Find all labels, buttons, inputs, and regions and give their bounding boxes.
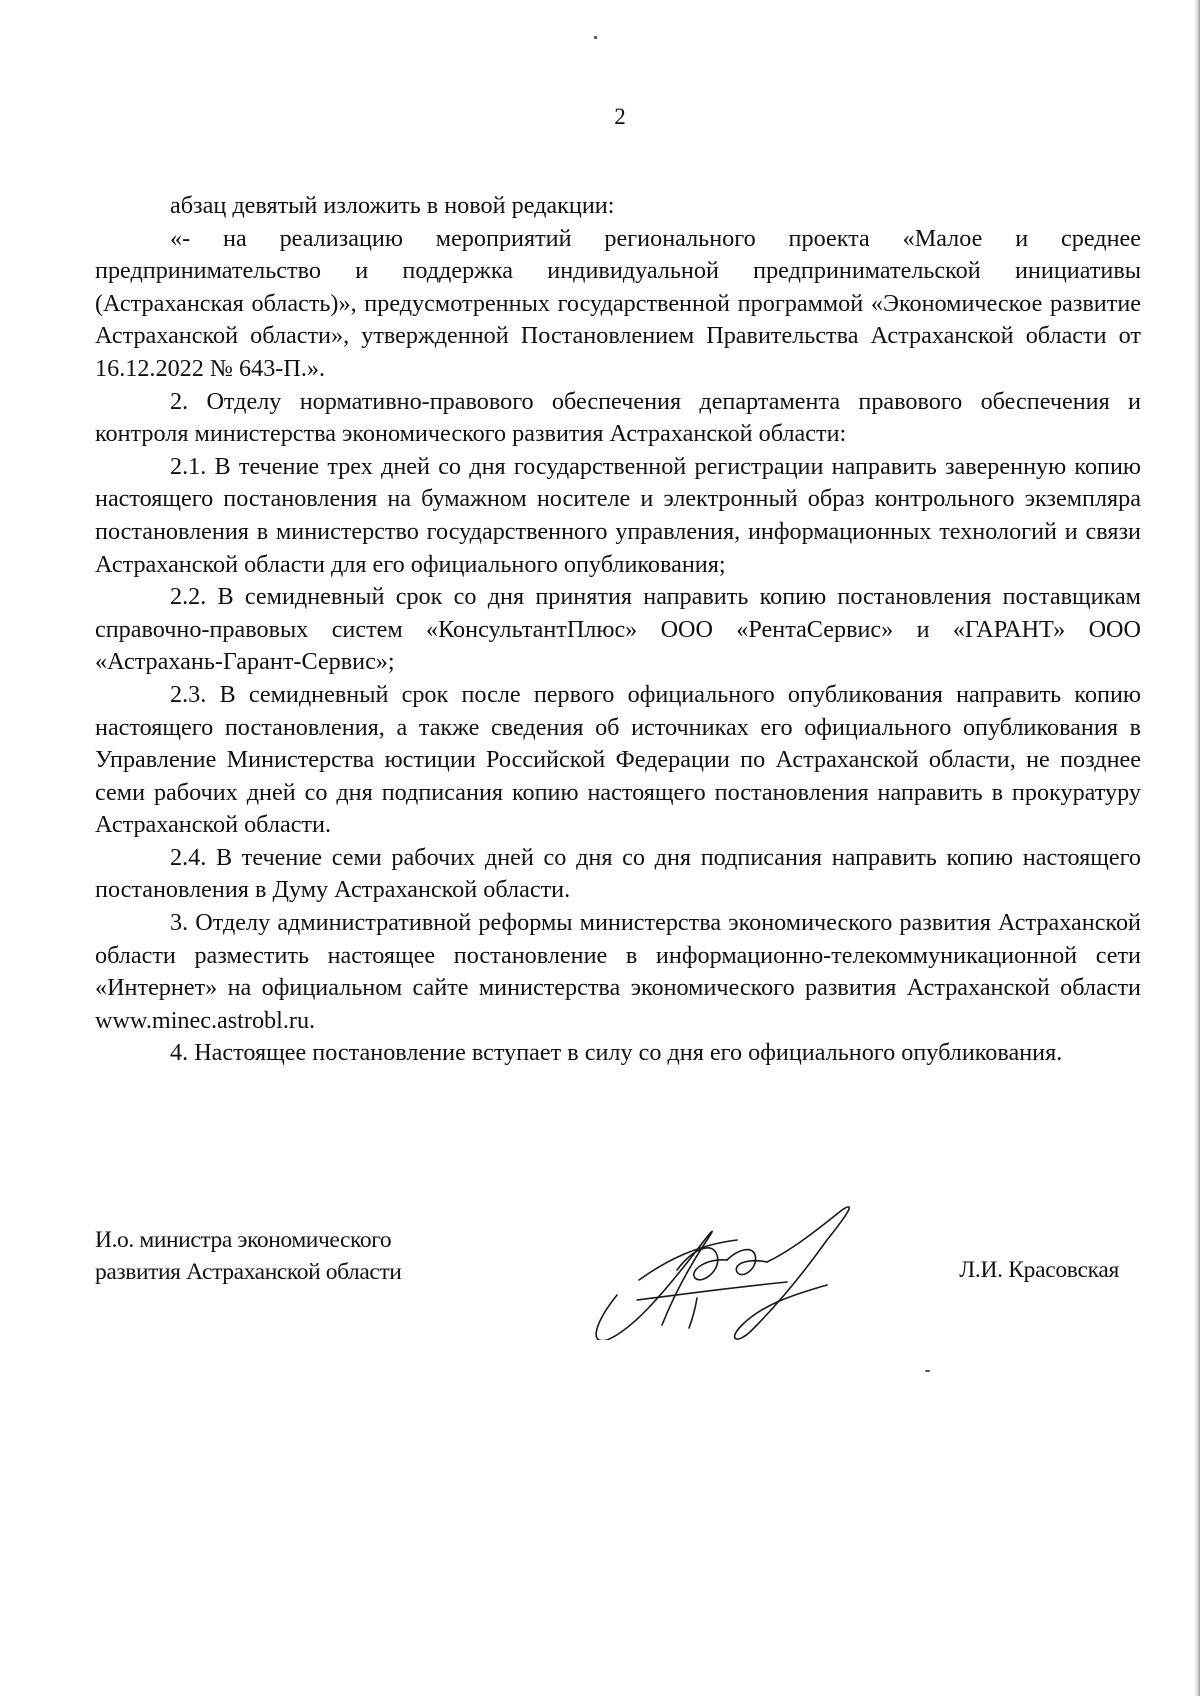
- paragraph-2-2: 2.2. В семидневный срок со дня принятия направить копию постановления поставщикам справочно-правовых систем «КонсультантПлюс» ООО «РентаСервис» и «ГАРАНТ» ООО «Астрахань-Гарант-Сервис»;: [95, 583, 1141, 676]
- paragraph-3: 3. Отделу административной реформы министерства экономического развития Астраханской области разместить настоящее постановление в информационно-телекоммуникационной сети «Интернет» на официальном сайте министерства экономического развития Астраханской области www.minec.astrobl.ru.: [95, 909, 1141, 1034]
- signatory-title-line-2: развития Астраханской области: [95, 1259, 402, 1285]
- paragraph-4: 4. Настоящее постановление вступает в силу со дня его официального опубликования.: [170, 1039, 1063, 1067]
- scan-speck: [925, 1370, 930, 1372]
- signatory-title: [95, 1224, 401, 1288]
- paragraph-2-4: 2.4. В течение семи рабочих дней со дня со дня подписания направить копию настоящего постановления в Думу Астраханской области.: [95, 843, 1141, 904]
- signatory-name: Л.И. Красовская: [959, 1257, 1119, 1283]
- signature-block: [95, 1224, 1141, 1354]
- scan-speck: [594, 36, 597, 39]
- paragraph-2-1: 2.1. В течение трех дней со дня государственной регистрации направить заверенную копию настоящего постановления на бумажном носителе и электронный образ контрольного экземпляра постановления в министерство государственного управления, информационных технологий и связи Астраханской области для его официального опубликования;: [95, 452, 1141, 578]
- handwritten-signature: [577, 1200, 977, 1340]
- paragraph-intro: абзац девятый изложить в новой редакции:: [170, 192, 615, 219]
- paragraph-2: 2. Отделу нормативно-правового обеспечения департамента правового обеспечения и контроля министерства экономического развития Астраханской области:: [95, 387, 1141, 448]
- document-body: [95, 190, 1141, 1070]
- page-number: 2: [614, 104, 626, 129]
- paragraph-quoted-amendment: «- на реализацию мероприятий регионального проекта «Малое и среднее предпринимательство и поддержка индивидуальной предпринимательской инициативы (Астраханская область)», предусмотренных государственной программой «Экономическое развитие Астраханской области», утвержденной Постановлением Правительства Астраханской области от 16.12.2022 № 643-П.».: [95, 224, 1141, 382]
- paragraph-2-3: 2.3. В семидневный срок после первого официального опубликования направить копию настоящего постановления, а также сведения об источниках его официального опубликования в Управление Министерства юстиции Российской Федерации по Астраханской области, не позднее семи рабочих дней со дня подписания копию настоящего постановления направить в прокуратуру Астраханской области.: [95, 680, 1141, 839]
- signatory-title-line-1: И.о. министра экономического: [95, 1227, 392, 1253]
- scan-edge-shadow: [1194, 0, 1200, 1696]
